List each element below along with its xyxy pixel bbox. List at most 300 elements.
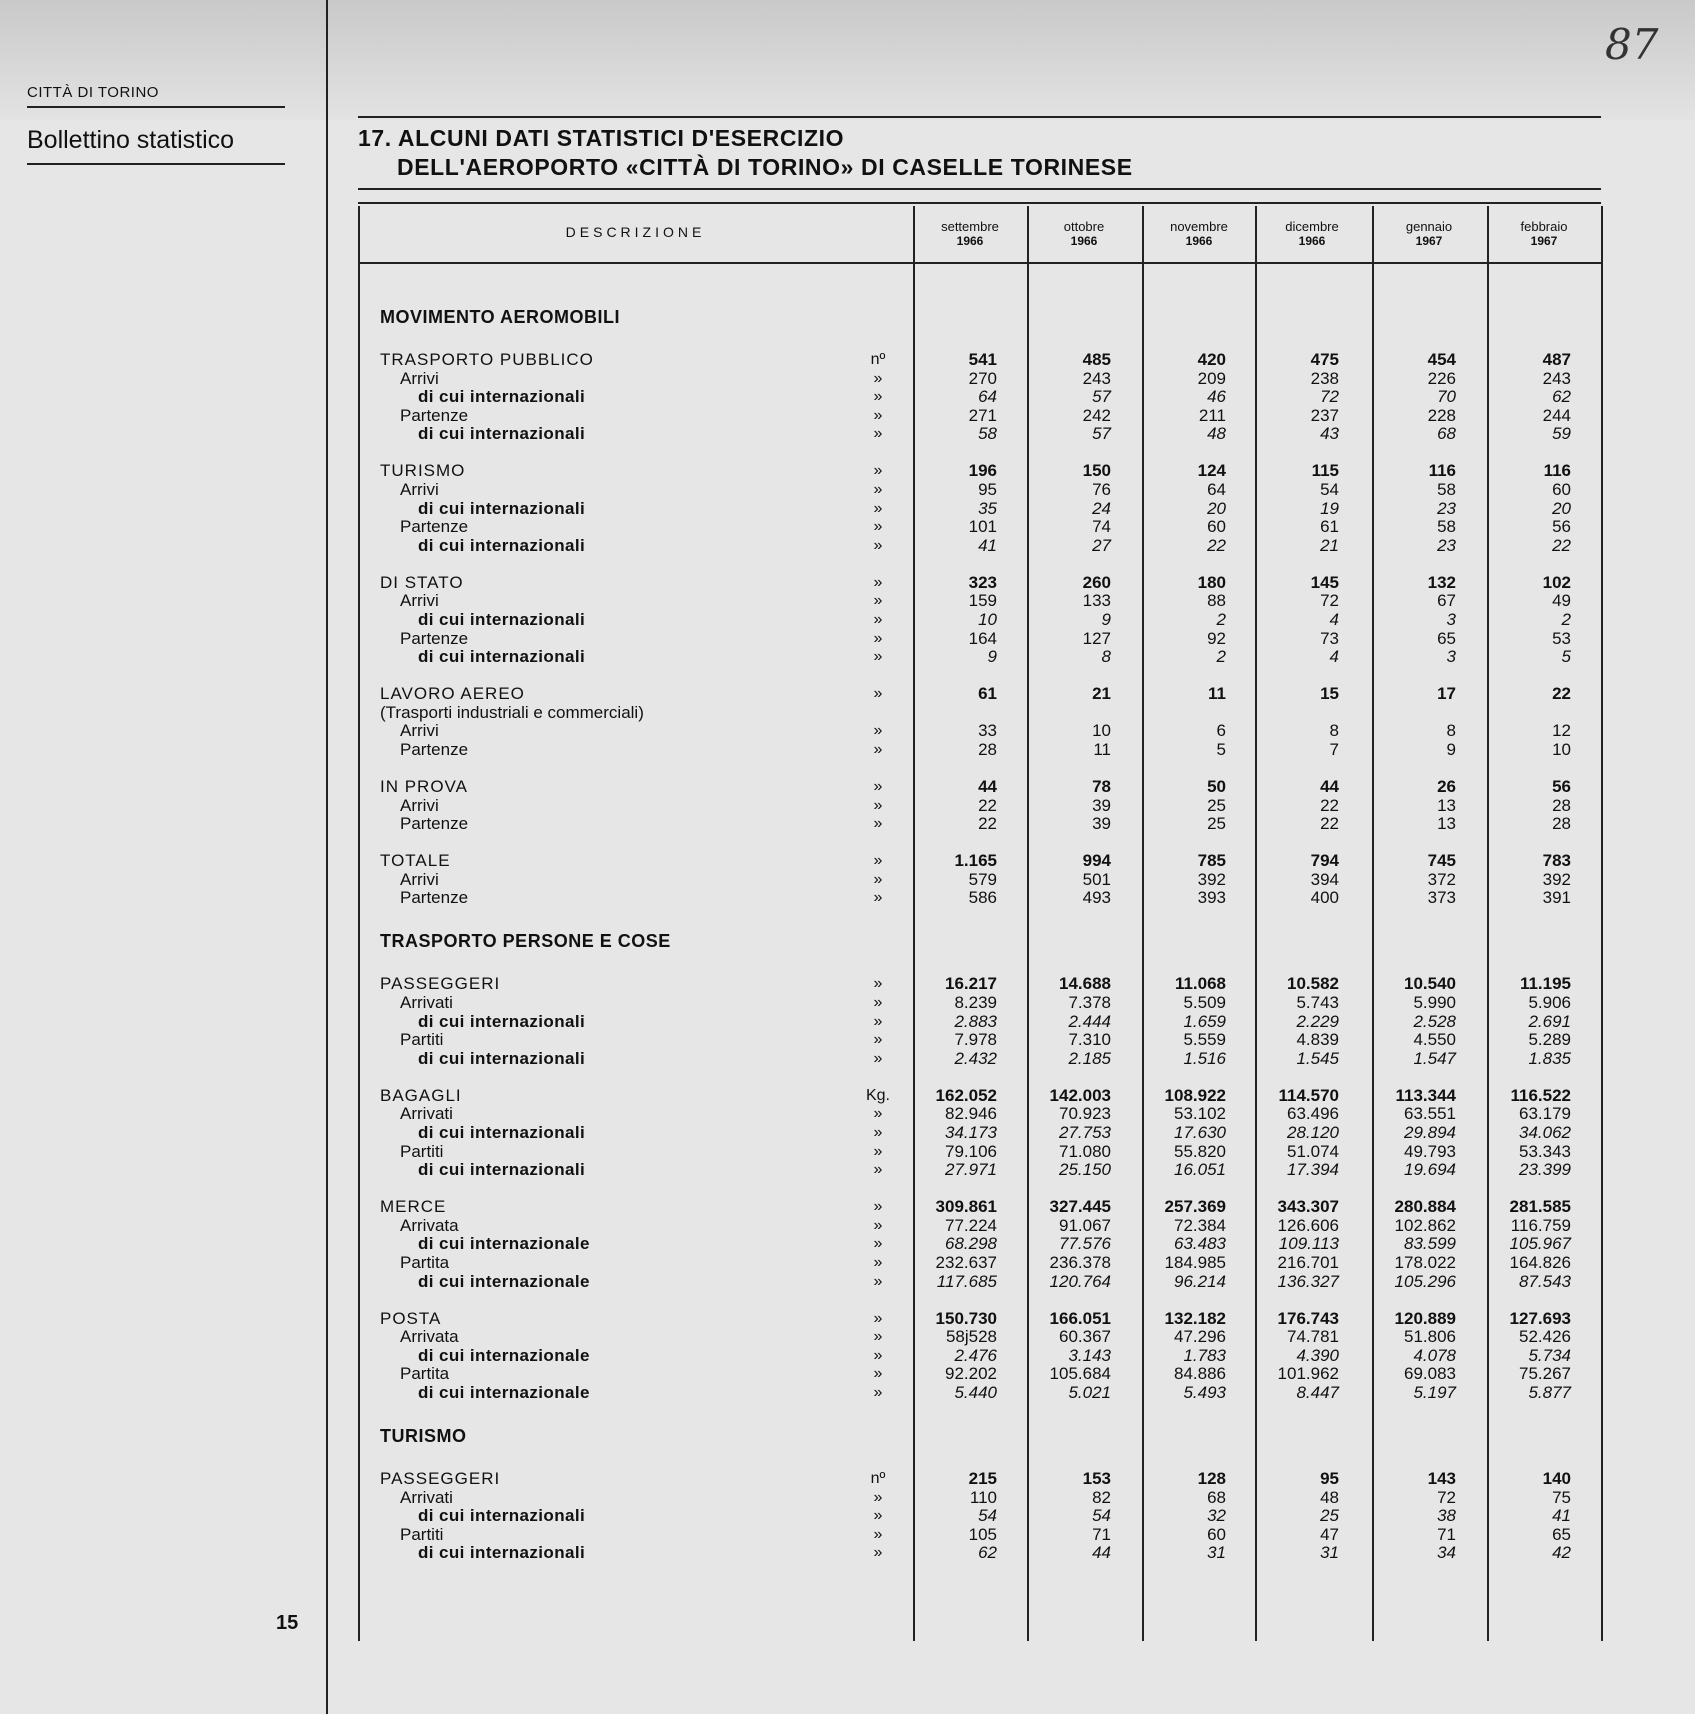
row-label: di cui internazionali <box>418 1048 586 1068</box>
cell-ottobre: 236.378 <box>1049 1253 1111 1272</box>
row-unit: » <box>873 1124 883 1141</box>
cell-febbraio: 2 <box>1561 610 1571 629</box>
cell-ottobre: 44 <box>1092 1543 1111 1563</box>
row-unit: nº <box>870 1470 886 1487</box>
row-label: di cui internazionali <box>418 498 586 518</box>
cell-settembre: 101 <box>968 517 997 537</box>
column-header-year: 1967 <box>1415 234 1443 248</box>
table-title <box>358 124 1133 182</box>
table-row <box>358 350 1601 369</box>
row-label: Arrivi <box>400 368 439 388</box>
table-row <box>358 1049 1601 1068</box>
cell-settembre: 270 <box>968 368 997 388</box>
row-label: TURISMO <box>380 461 466 481</box>
table-row <box>358 499 1601 518</box>
cell-novembre: 22 <box>1207 535 1226 555</box>
cell-gennaio: 51.806 <box>1404 1327 1456 1347</box>
cell-gennaio: 10.540 <box>1404 974 1456 994</box>
cell-dicembre: 400 <box>1310 888 1339 908</box>
cell-settembre: 95 <box>978 480 997 499</box>
cell-ottobre: 25.150 <box>1059 1160 1111 1180</box>
cell-gennaio: 13 <box>1437 814 1456 834</box>
cell-settembre: 22 <box>978 814 997 834</box>
row-label: Partenze <box>400 888 469 908</box>
row-unit: » <box>873 994 883 1011</box>
table-row <box>358 387 1601 406</box>
row-unit: » <box>873 1105 883 1123</box>
cell-novembre: 1.516 <box>1183 1048 1226 1068</box>
cell-gennaio: 29.894 <box>1404 1123 1456 1142</box>
table-row <box>358 1012 1601 1031</box>
row-unit: » <box>873 852 883 870</box>
cell-novembre: 25 <box>1207 814 1226 834</box>
cell-febbraio: 5.877 <box>1528 1383 1571 1402</box>
table-row <box>358 777 1601 796</box>
cell-dicembre: 126.606 <box>1277 1215 1339 1235</box>
cell-dicembre: 22 <box>1320 795 1339 815</box>
cell-febbraio: 281.585 <box>1509 1197 1571 1217</box>
cell-novembre: 1.659 <box>1183 1011 1226 1031</box>
cell-settembre: 117.685 <box>936 1271 997 1291</box>
row-unit: » <box>873 1142 883 1160</box>
column-header-ottobre <box>1027 220 1141 248</box>
table-row <box>358 796 1601 815</box>
column-header-year: 1966 <box>1185 234 1213 248</box>
cell-settembre: 309.861 <box>935 1197 997 1217</box>
row-label: Arrivata <box>400 1327 459 1347</box>
row-unit: » <box>873 1254 883 1271</box>
cell-novembre: 180 <box>1197 572 1226 592</box>
cell-dicembre: 2.229 <box>1296 1011 1339 1031</box>
cell-dicembre: 10.582 <box>1287 974 1339 994</box>
cell-dicembre: 115 <box>1311 461 1339 481</box>
cell-novembre: 92 <box>1207 628 1226 648</box>
cell-dicembre: 54 <box>1320 480 1339 499</box>
cell-settembre: 16.217 <box>945 974 997 994</box>
row-unit: » <box>873 1198 883 1216</box>
cell-settembre: 159 <box>968 591 997 611</box>
row-unit: » <box>873 685 883 703</box>
row-label: Arrivi <box>400 721 439 741</box>
row-label: di cui internazionali <box>418 1506 586 1526</box>
column-header-month: dicembre <box>1285 219 1339 234</box>
cell-ottobre: 133 <box>1082 591 1111 611</box>
cell-settembre: 92.202 <box>945 1364 997 1384</box>
column-header-year: 1966 <box>956 234 984 248</box>
table-row <box>358 1104 1601 1123</box>
cell-novembre: 32 <box>1207 1506 1226 1526</box>
cell-febbraio: 116 <box>1543 461 1571 481</box>
handwritten-page-number: 87 <box>1605 20 1659 69</box>
cell-ottobre: 142.003 <box>1049 1085 1111 1105</box>
table-row <box>358 993 1601 1012</box>
row-label: Arrivi <box>400 591 439 611</box>
cell-gennaio: 23 <box>1437 498 1456 518</box>
cell-gennaio: 23 <box>1437 535 1456 555</box>
row-label: (Trasporti industriali e commerciali) <box>380 702 644 722</box>
cell-ottobre: 76 <box>1092 480 1111 499</box>
row-label: DI STATO <box>380 572 464 592</box>
table-row <box>358 1346 1601 1365</box>
header-descrizione: DESCRIZIONE <box>565 224 706 240</box>
cell-settembre: 150.730 <box>935 1308 997 1328</box>
cell-febbraio: 127.693 <box>1509 1308 1571 1328</box>
cell-ottobre: 27.753 <box>1059 1123 1111 1142</box>
row-label: LAVORO AEREO <box>380 684 525 704</box>
cell-novembre: 211 <box>1198 405 1226 425</box>
cell-novembre: 60 <box>1207 517 1226 537</box>
row-unit: » <box>873 536 883 554</box>
row-label: di cui internazionali <box>418 424 586 444</box>
row-label: Partita <box>400 1364 450 1384</box>
cell-febbraio: 42 <box>1552 1543 1571 1563</box>
cell-gennaio: 9 <box>1446 740 1456 759</box>
cell-gennaio: 83.599 <box>1404 1234 1456 1254</box>
row-unit: » <box>873 1161 883 1179</box>
row-unit: » <box>873 425 883 443</box>
cell-dicembre: 31 <box>1320 1543 1339 1563</box>
cell-settembre: 58j528 <box>945 1327 997 1347</box>
cell-febbraio: 53.343 <box>1519 1141 1571 1161</box>
row-label: TRASPORTO PERSONE E COSE <box>380 931 671 952</box>
cell-dicembre: 4.839 <box>1296 1030 1339 1050</box>
row-unit: » <box>873 573 883 591</box>
cell-novembre: 6 <box>1216 721 1226 741</box>
cell-dicembre: 237 <box>1310 405 1339 425</box>
cell-dicembre: 22 <box>1320 814 1339 834</box>
column-header-month: settembre <box>941 219 999 234</box>
cell-ottobre: 14.688 <box>1059 974 1111 994</box>
cell-ottobre: 39 <box>1092 814 1111 834</box>
row-unit: » <box>873 611 883 628</box>
cell-febbraio: 65 <box>1552 1524 1571 1544</box>
row-unit: » <box>873 648 883 666</box>
cell-novembre: 392 <box>1197 869 1226 889</box>
cell-settembre: 5.440 <box>954 1383 997 1402</box>
cell-gennaio: 69.083 <box>1404 1364 1456 1384</box>
cell-settembre: 8.239 <box>954 993 997 1012</box>
table-row <box>358 517 1601 536</box>
row-label: di cui internazionali <box>418 535 586 555</box>
cell-ottobre: 150 <box>1082 461 1111 481</box>
table-row <box>358 1197 1601 1216</box>
cell-dicembre: 5.743 <box>1296 993 1339 1012</box>
cell-dicembre: 28.120 <box>1287 1123 1339 1142</box>
cell-dicembre: 44 <box>1320 777 1339 796</box>
cell-ottobre: 3.143 <box>1068 1345 1111 1365</box>
cell-novembre: 5 <box>1216 740 1226 759</box>
cell-novembre: 84.886 <box>1174 1364 1226 1384</box>
page-number: 15 <box>276 1612 299 1634</box>
cell-febbraio: 5.906 <box>1528 993 1571 1012</box>
row-label: MERCE <box>380 1197 447 1217</box>
cell-settembre: 77.224 <box>945 1215 997 1235</box>
cell-dicembre: 145 <box>1310 572 1339 592</box>
title-rule <box>358 116 1601 118</box>
cell-ottobre: 243 <box>1082 368 1111 388</box>
cell-febbraio: 28 <box>1552 814 1571 834</box>
row-label: TOTALE <box>380 851 451 871</box>
cell-febbraio: 244 <box>1542 405 1571 425</box>
cell-novembre: 25 <box>1207 795 1226 815</box>
cell-febbraio: 243 <box>1542 368 1571 388</box>
row-label: MOVIMENTO AEROMOBILI <box>380 307 621 327</box>
cell-gennaio: 72 <box>1437 1487 1456 1507</box>
cell-febbraio: 783 <box>1542 851 1571 871</box>
cell-ottobre: 82 <box>1092 1487 1111 1507</box>
row-label: PASSEGGERI <box>380 1469 501 1488</box>
cell-settembre: 2.883 <box>954 1011 997 1031</box>
cell-novembre: 16.051 <box>1174 1160 1226 1180</box>
cell-dicembre: 72 <box>1320 591 1339 611</box>
row-label: di cui internazionali <box>418 1160 586 1180</box>
cell-gennaio: 745 <box>1427 851 1456 871</box>
cell-febbraio: 140 <box>1542 1469 1571 1488</box>
section-heading <box>358 1427 1601 1446</box>
cell-febbraio: 75.267 <box>1519 1364 1571 1384</box>
header-city: CITTÀ DI TORINO <box>27 84 159 101</box>
table-row <box>358 1309 1601 1328</box>
table-row <box>358 814 1601 833</box>
header-rule <box>27 163 285 165</box>
row-label: Partita <box>400 1253 450 1272</box>
table-row <box>358 1142 1601 1161</box>
cell-dicembre: 74.781 <box>1287 1327 1339 1347</box>
cell-gennaio: 3 <box>1446 647 1456 667</box>
row-label: Arrivati <box>400 993 453 1012</box>
row-unit: » <box>873 741 883 758</box>
cell-febbraio: 102 <box>1542 572 1571 592</box>
cell-ottobre: 2.185 <box>1068 1048 1111 1068</box>
cell-dicembre: 19 <box>1320 498 1339 518</box>
cell-settembre: 541 <box>968 350 997 369</box>
cell-febbraio: 23.399 <box>1519 1160 1571 1180</box>
cell-ottobre: 485 <box>1082 350 1111 369</box>
table-row <box>358 406 1601 425</box>
row-unit: » <box>873 1235 883 1253</box>
cell-gennaio: 116 <box>1428 461 1456 481</box>
cell-febbraio: 56 <box>1552 517 1571 537</box>
column-header-year: 1966 <box>1070 234 1098 248</box>
column-header-settembre <box>913 220 1027 248</box>
cell-ottobre: 2.444 <box>1068 1011 1111 1031</box>
column-header-gennaio <box>1372 220 1486 248</box>
row-unit: » <box>873 1309 883 1327</box>
cell-novembre: 63.483 <box>1174 1234 1226 1254</box>
cell-febbraio: 56 <box>1552 777 1571 796</box>
cell-febbraio: 116.759 <box>1510 1215 1571 1235</box>
cell-settembre: 7.978 <box>954 1030 997 1050</box>
row-unit: » <box>873 889 883 907</box>
cell-dicembre: 15 <box>1320 684 1339 704</box>
cell-settembre: 232.637 <box>935 1253 997 1272</box>
cell-settembre: 164 <box>968 628 997 648</box>
row-unit: » <box>873 462 883 480</box>
cell-settembre: 28 <box>978 740 997 759</box>
cell-dicembre: 21 <box>1320 535 1339 555</box>
cell-ottobre: 74 <box>1092 517 1111 537</box>
cell-settembre: 22 <box>978 795 997 815</box>
cell-gennaio: 67 <box>1437 591 1456 611</box>
table-row <box>358 684 1601 703</box>
cell-novembre: 5.559 <box>1183 1030 1226 1050</box>
table-row <box>358 870 1601 889</box>
cell-ottobre: 493 <box>1082 888 1111 908</box>
cell-dicembre: 48 <box>1320 1487 1339 1507</box>
cell-dicembre: 8 <box>1329 721 1339 741</box>
cell-febbraio: 487 <box>1542 350 1571 369</box>
cell-gennaio: 373 <box>1427 888 1456 908</box>
row-unit: » <box>873 1365 883 1383</box>
cell-gennaio: 4.550 <box>1413 1030 1456 1050</box>
column-header-febbraio <box>1487 220 1601 248</box>
table-row <box>358 629 1601 648</box>
cell-settembre: 68.298 <box>945 1234 997 1254</box>
row-unit: » <box>873 1384 883 1401</box>
cell-gennaio: 132 <box>1427 572 1456 592</box>
cell-ottobre: 153 <box>1082 1469 1111 1488</box>
cell-dicembre: 51.074 <box>1287 1141 1339 1161</box>
row-label: di cui internazionale <box>418 1271 590 1291</box>
table-row <box>358 1160 1601 1179</box>
cell-novembre: 64 <box>1207 480 1226 499</box>
cell-settembre: 1.165 <box>954 851 997 871</box>
cell-gennaio: 105.296 <box>1394 1271 1456 1291</box>
table-row <box>358 1123 1601 1142</box>
cell-dicembre: 475 <box>1310 350 1339 369</box>
cell-ottobre: 71.080 <box>1059 1141 1111 1161</box>
cell-ottobre: 77.576 <box>1059 1234 1111 1254</box>
table-row <box>358 536 1601 555</box>
cell-novembre: 47.296 <box>1174 1327 1226 1347</box>
cell-gennaio: 26 <box>1437 777 1456 796</box>
table-row <box>358 1086 1601 1105</box>
row-label: TURISMO <box>380 1426 467 1446</box>
cell-dicembre: 4 <box>1329 610 1339 629</box>
cell-settembre: 271 <box>968 405 997 425</box>
row-unit: Kg. <box>865 1086 890 1104</box>
cell-febbraio: 60 <box>1552 480 1571 499</box>
cell-settembre: 110 <box>969 1487 997 1507</box>
cell-settembre: 196 <box>968 461 997 481</box>
table-row <box>358 573 1601 592</box>
cell-gennaio: 120.889 <box>1394 1308 1456 1328</box>
cell-ottobre: 501 <box>1082 869 1111 889</box>
cell-febbraio: 28 <box>1552 795 1571 815</box>
cell-febbraio: 10 <box>1552 740 1571 759</box>
row-label: Partiti <box>400 1524 444 1544</box>
cell-ottobre: 10 <box>1092 721 1111 741</box>
cell-ottobre: 91.067 <box>1059 1215 1111 1235</box>
table-row <box>358 1253 1601 1272</box>
cell-novembre: 31 <box>1207 1543 1226 1563</box>
cell-settembre: 215 <box>968 1469 997 1488</box>
table-row <box>358 424 1601 443</box>
row-label: Partenze <box>400 628 469 648</box>
cell-febbraio: 2.691 <box>1528 1011 1571 1031</box>
table-row <box>358 1327 1601 1346</box>
cell-dicembre: 73 <box>1320 628 1339 648</box>
cell-dicembre: 114.570 <box>1278 1085 1339 1105</box>
cell-gennaio: 8 <box>1446 721 1456 741</box>
cell-gennaio: 19.694 <box>1404 1160 1456 1180</box>
column-header-month: ottobre <box>1063 219 1105 234</box>
cell-settembre: 2.476 <box>954 1345 997 1365</box>
row-label: di cui internazionali <box>418 610 586 629</box>
row-unit: » <box>873 388 883 406</box>
row-label: Partenze <box>400 740 469 759</box>
row-unit: » <box>873 499 883 517</box>
row-label: Arrivi <box>400 480 439 499</box>
cell-novembre: 128 <box>1197 1469 1226 1488</box>
cell-ottobre: 21 <box>1092 684 1111 704</box>
row-unit: » <box>873 1328 883 1346</box>
cell-gennaio: 3 <box>1446 610 1456 629</box>
table-row <box>358 1272 1601 1291</box>
cell-febbraio: 12 <box>1552 721 1571 741</box>
cell-dicembre: 25 <box>1320 1506 1339 1526</box>
table-row <box>358 1469 1601 1488</box>
cell-gennaio: 63.551 <box>1404 1104 1456 1124</box>
row-unit: » <box>873 975 883 993</box>
row-label: TRASPORTO PUBBLICO <box>380 350 594 369</box>
cell-ottobre: 105.684 <box>1049 1364 1111 1384</box>
cell-novembre: 53.102 <box>1174 1104 1226 1124</box>
cell-gennaio: 70 <box>1437 387 1456 407</box>
row-label: Partiti <box>400 1030 444 1050</box>
cell-ottobre: 120.764 <box>1049 1271 1111 1291</box>
row-label: BAGAGLI <box>380 1085 462 1105</box>
cell-dicembre: 4.390 <box>1296 1345 1339 1365</box>
cell-febbraio: 391 <box>1542 888 1571 908</box>
cell-febbraio: 41 <box>1552 1506 1571 1526</box>
cell-settembre: 64 <box>978 387 997 407</box>
row-unit: » <box>873 406 883 424</box>
cell-dicembre: 47 <box>1320 1524 1339 1544</box>
row-unit: » <box>873 629 883 647</box>
cell-novembre: 20 <box>1207 498 1226 518</box>
cell-ottobre: 78 <box>1092 777 1111 796</box>
cell-dicembre: 176.743 <box>1277 1308 1339 1328</box>
row-label: Partenze <box>400 405 469 425</box>
table-row <box>358 461 1601 480</box>
cell-settembre: 9 <box>987 647 997 667</box>
cell-ottobre: 8 <box>1101 647 1111 667</box>
cell-ottobre: 57 <box>1092 424 1111 444</box>
cell-settembre: 79.106 <box>945 1141 997 1161</box>
cell-settembre: 33 <box>978 721 997 741</box>
row-unit: » <box>873 1031 883 1049</box>
cell-dicembre: 101.962 <box>1277 1364 1339 1384</box>
cell-novembre: 17.630 <box>1174 1123 1226 1142</box>
table-row <box>358 851 1601 870</box>
cell-settembre: 34.173 <box>945 1123 997 1142</box>
cell-febbraio: 22 <box>1552 684 1571 704</box>
cell-ottobre: 57 <box>1092 387 1111 407</box>
cell-ottobre: 127 <box>1082 628 1111 648</box>
table-row <box>358 1506 1601 1525</box>
cell-gennaio: 17 <box>1437 684 1456 704</box>
cell-febbraio: 164.826 <box>1509 1253 1571 1272</box>
row-label: Arrivata <box>400 1215 459 1235</box>
cell-dicembre: 8.447 <box>1296 1383 1339 1402</box>
cell-febbraio: 11.195 <box>1519 974 1571 994</box>
cell-ottobre: 27 <box>1092 535 1111 555</box>
cell-novembre: 393 <box>1197 888 1226 908</box>
cell-novembre: 785 <box>1197 851 1226 871</box>
cell-ottobre: 994 <box>1082 851 1111 871</box>
row-label: di cui internazionali <box>418 1011 586 1031</box>
